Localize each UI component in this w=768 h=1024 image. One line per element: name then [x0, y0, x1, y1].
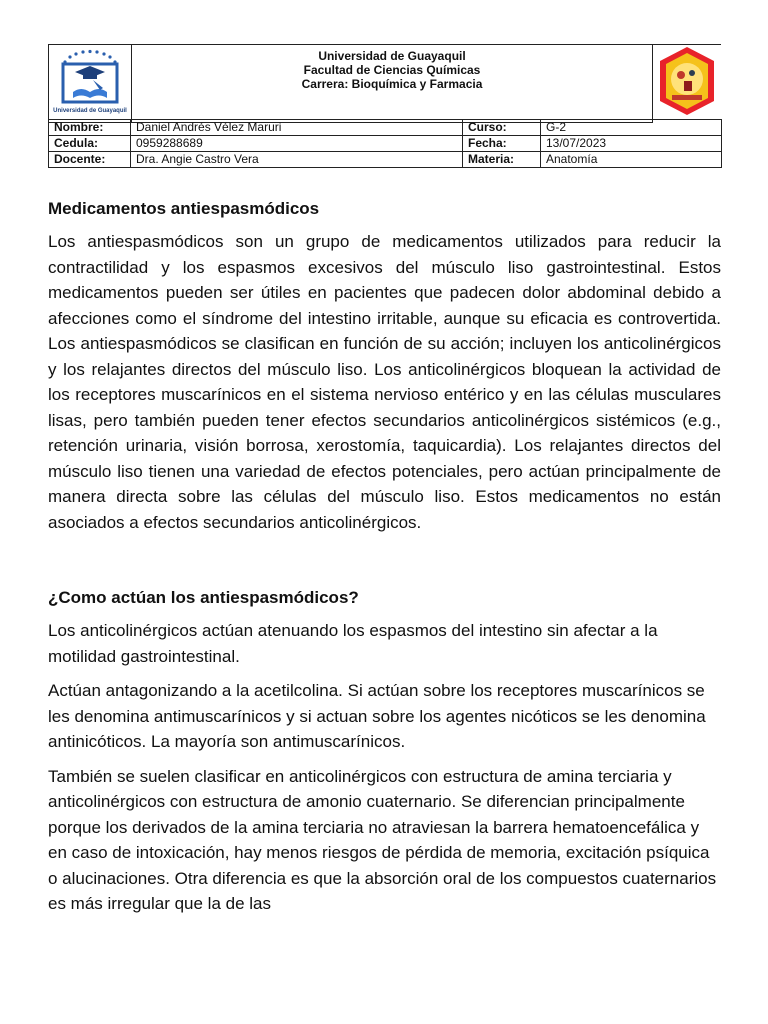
info-row-nombre: [49, 120, 722, 136]
curso-label: Curso:: [463, 120, 541, 136]
faculty-seal-cell: [653, 45, 722, 123]
student-info-table: [48, 119, 722, 168]
career-name: Carrera: Bioquímica y Farmacia: [301, 77, 483, 91]
logo-caption: Universidad de Guayaquil: [53, 107, 127, 114]
fecha-value: 13/07/2023: [541, 136, 722, 152]
section1-title: Medicamentos antiespasmódicos: [48, 199, 320, 218]
university-name: Universidad de Guayaquil: [318, 49, 466, 63]
document-body: [48, 196, 721, 917]
section2-paragraph-1: Los anticolinérgicos actúan atenuando los espasmos del intestino sin afectar a la motilidad gastrointestinal.: [48, 621, 658, 666]
materia-value: Anatomía: [541, 152, 722, 168]
nombre-value: Daniel Andrés Vélez Maruri: [131, 120, 463, 136]
cedula-value: 0959288689: [131, 136, 463, 152]
section2-paragraph-2: Actúan antagonizando a la acetilcolina. Si actúan sobre los receptores muscarínicos se les denomina antimuscarínicos y si actuan sobre los agentes nicóticos se les denomina antinicóticos. La mayoría son antimuscarínicos.: [48, 681, 706, 751]
section2-paragraph-3: También se suelen clasificar en anticolinérgicos con estructura de amina terciaria y anticolinérgicos con estructura de amonio cuaternario. Se diferencian principalmente porque los derivados de la amina terciaria no atraviesan la barrera hematoencefálica y en caso de intoxicación, hay menos riesgos de pérdida de memoria, excitación psíquica o alucinaciones. Otra diferencia es que la absorción oral de los compuestos cuaternarios es más irregular que la de las: [48, 766, 717, 913]
docente-value: Dra. Angie Castro Vera: [131, 152, 463, 168]
info-row-docente: [49, 152, 722, 168]
faculty-seal: [656, 45, 718, 117]
curso-value: G-2: [541, 120, 722, 136]
materia-label: Materia:: [463, 152, 541, 168]
faculty-name: Facultad de Ciencias Químicas: [303, 63, 481, 77]
document-header: [48, 44, 721, 123]
university-logo-cell: [49, 45, 132, 123]
info-row-cedula: [49, 136, 722, 152]
nombre-label: Nombre:: [49, 120, 131, 136]
section1-paragraph: Los antiespasmódicos son un grupo de medicamentos utilizados para reducir la contractilidad y los espasmos excesivos del músculo liso gastrointestinal. Estos medicamentos pueden ser útiles en pacientes que padecen dolor abdominal debido a afecciones como el síndrome del intestino irritable, aunque su eficacia es controvertida. Los antiespasmódicos se clasifican en función de su acción; incluyen los anticolinérgicos y los relajantes directos del músculo liso. Los anticolinérgicos bloquean la actividad de los receptores muscarínicos en el sistema nervioso entérico y en las células musculares lisas, pero también pueden tener efectos secundarios anticolinérgicos sistémicos (e.g., retención urinaria, visión borrosa, xerostomía, taquicardia). Los relajantes directos del músculo liso tienen una variedad de efectos potenciales, pero actúan principalmente de manera directa sobre las células del músculo liso. Estos medicamentos no están asociados a efectos secundarios anticolinérgicos.: [48, 232, 721, 532]
university-logo: [53, 46, 127, 116]
docente-label: Docente:: [49, 152, 131, 168]
fecha-label: Fecha:: [463, 136, 541, 152]
section2-title: ¿Como actúan los antiespasmódicos?: [48, 588, 359, 607]
header-titles: [132, 45, 653, 123]
cedula-label: Cedula:: [49, 136, 131, 152]
